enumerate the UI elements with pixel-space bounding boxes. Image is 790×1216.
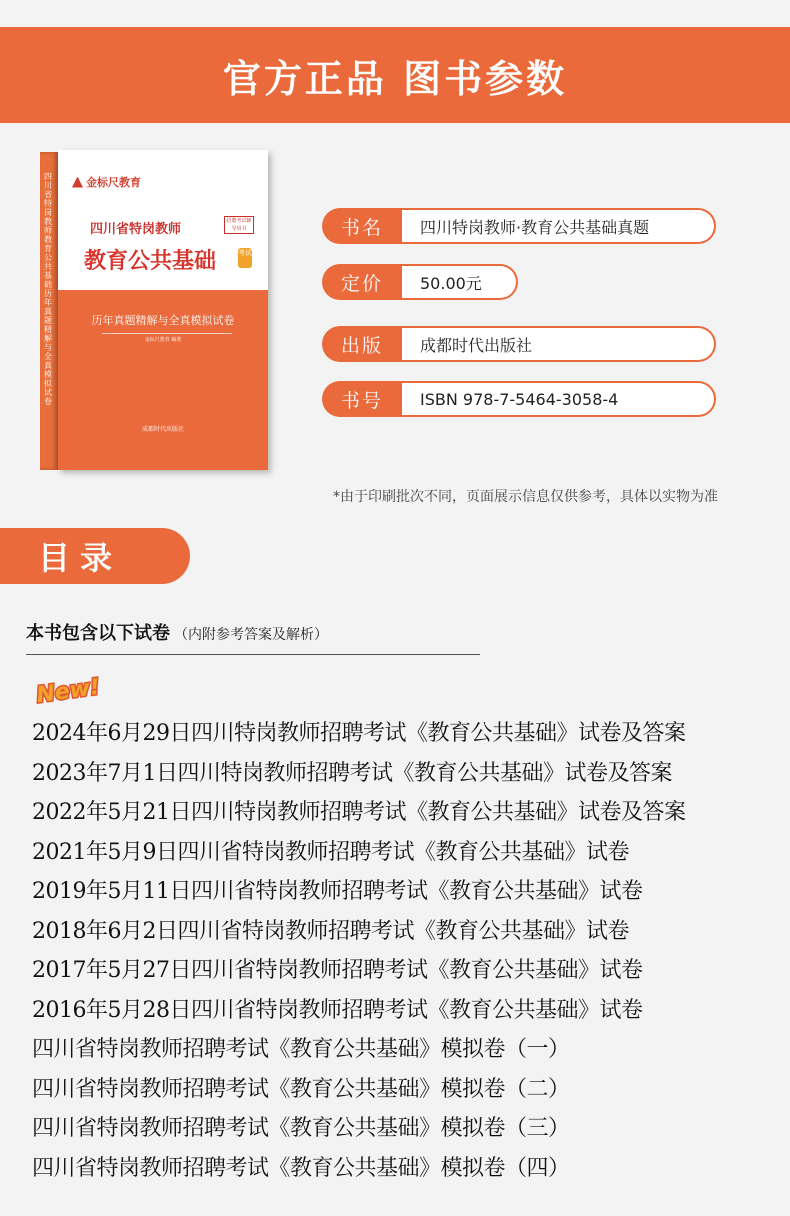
cover-subtitle: 历年真题精解与全真模拟试卷 bbox=[91, 314, 235, 327]
toc-item: 2021年5月9日四川省特岗教师招聘考试《教育公共基础》试卷 bbox=[32, 839, 629, 865]
cover-series-tag: 招聘考试辅导用书 bbox=[224, 216, 254, 234]
toc-item: 2016年5月28日四川省特岗教师招聘考试《教育公共基础》试卷 bbox=[32, 997, 643, 1023]
toc-item: 2022年5月21日四川特岗教师招聘考试《教育公共基础》试卷及答案 bbox=[32, 800, 686, 825]
toc-header-tab bbox=[0, 528, 190, 584]
cover-publisher: 成都时代出版社 bbox=[141, 426, 184, 433]
info-label: 定价 bbox=[322, 264, 402, 300]
toc-divider bbox=[26, 654, 480, 655]
toc-header-label: 目录 bbox=[38, 539, 123, 577]
cover-series: 四川省特岗教师 bbox=[90, 222, 182, 237]
brand-logo-icon bbox=[72, 177, 83, 188]
cover-title: 教育公共基础 bbox=[84, 249, 217, 274]
info-value: 50.00元 bbox=[402, 264, 518, 300]
top-banner bbox=[0, 27, 790, 123]
cover-author: 金标尺教育 编著 bbox=[144, 337, 182, 343]
info-row-price bbox=[322, 264, 518, 300]
info-value: 成都时代出版社 bbox=[402, 326, 716, 362]
toc-intro bbox=[26, 619, 328, 645]
toc-item: 2024年6月29日四川特岗教师招聘考试《教育公共基础》试卷及答案 bbox=[32, 721, 686, 746]
toc-item: 2019年5月11日四川省特岗教师招聘考试《教育公共基础》试卷 bbox=[32, 879, 643, 904]
disclaimer-note: *由于印刷批次不同，页面展示信息仅供参考，具体以实物为准 bbox=[333, 489, 718, 505]
info-label: 出版 bbox=[322, 326, 402, 362]
toc-item: 四川省特岗教师招聘考试《教育公共基础》模拟卷（四） bbox=[32, 1155, 570, 1181]
toc-item: 四川省特岗教师招聘考试《教育公共基础》模拟卷（一） bbox=[32, 1037, 570, 1062]
toc-intro-main: 本书包含以下试卷 bbox=[26, 623, 170, 644]
cover-title-tag: 考试 bbox=[238, 248, 252, 268]
book-front bbox=[58, 150, 268, 470]
toc-list bbox=[32, 716, 685, 1190]
cover-divider bbox=[102, 333, 232, 334]
info-row-publisher bbox=[322, 326, 716, 362]
toc-item: 四川省特岗教师招聘考试《教育公共基础》模拟卷（三） bbox=[32, 1116, 570, 1141]
info-value: 四川特岗教师·教育公共基础真题 bbox=[402, 208, 716, 244]
cover-brand-text: 金标尺教育 bbox=[86, 176, 141, 189]
info-label: 书名 bbox=[322, 208, 402, 244]
banner-title: 官方正品 图书参数 bbox=[222, 56, 568, 101]
toc-item: 2018年6月2日四川省特岗教师招聘考试《教育公共基础》试卷 bbox=[32, 918, 629, 944]
info-label: 书号 bbox=[322, 381, 402, 417]
toc-item: 2017年5月27日四川省特岗教师招聘考试《教育公共基础》试卷 bbox=[32, 958, 643, 983]
cover-brand bbox=[72, 174, 141, 190]
spine-text: 四川省特岗教师 教育公共基础 历年真题精解与全真模拟试卷 bbox=[44, 172, 52, 406]
toc-item: 四川省特岗教师招聘考试《教育公共基础》模拟卷（二） bbox=[32, 1076, 570, 1102]
toc-item: 2023年7月1日四川特岗教师招聘考试《教育公共基础》试卷及答案 bbox=[32, 760, 672, 786]
info-value: ISBN 978-7-5464-3058-4 bbox=[402, 381, 716, 417]
info-row-isbn bbox=[322, 381, 716, 417]
new-badge-icon bbox=[30, 672, 106, 708]
new-badge-text: New! bbox=[34, 674, 102, 708]
book-cover-image bbox=[40, 150, 268, 470]
info-row-title bbox=[322, 208, 716, 244]
book-spine bbox=[40, 152, 58, 470]
toc-intro-note: （内附参考答案及解析） bbox=[174, 627, 328, 643]
